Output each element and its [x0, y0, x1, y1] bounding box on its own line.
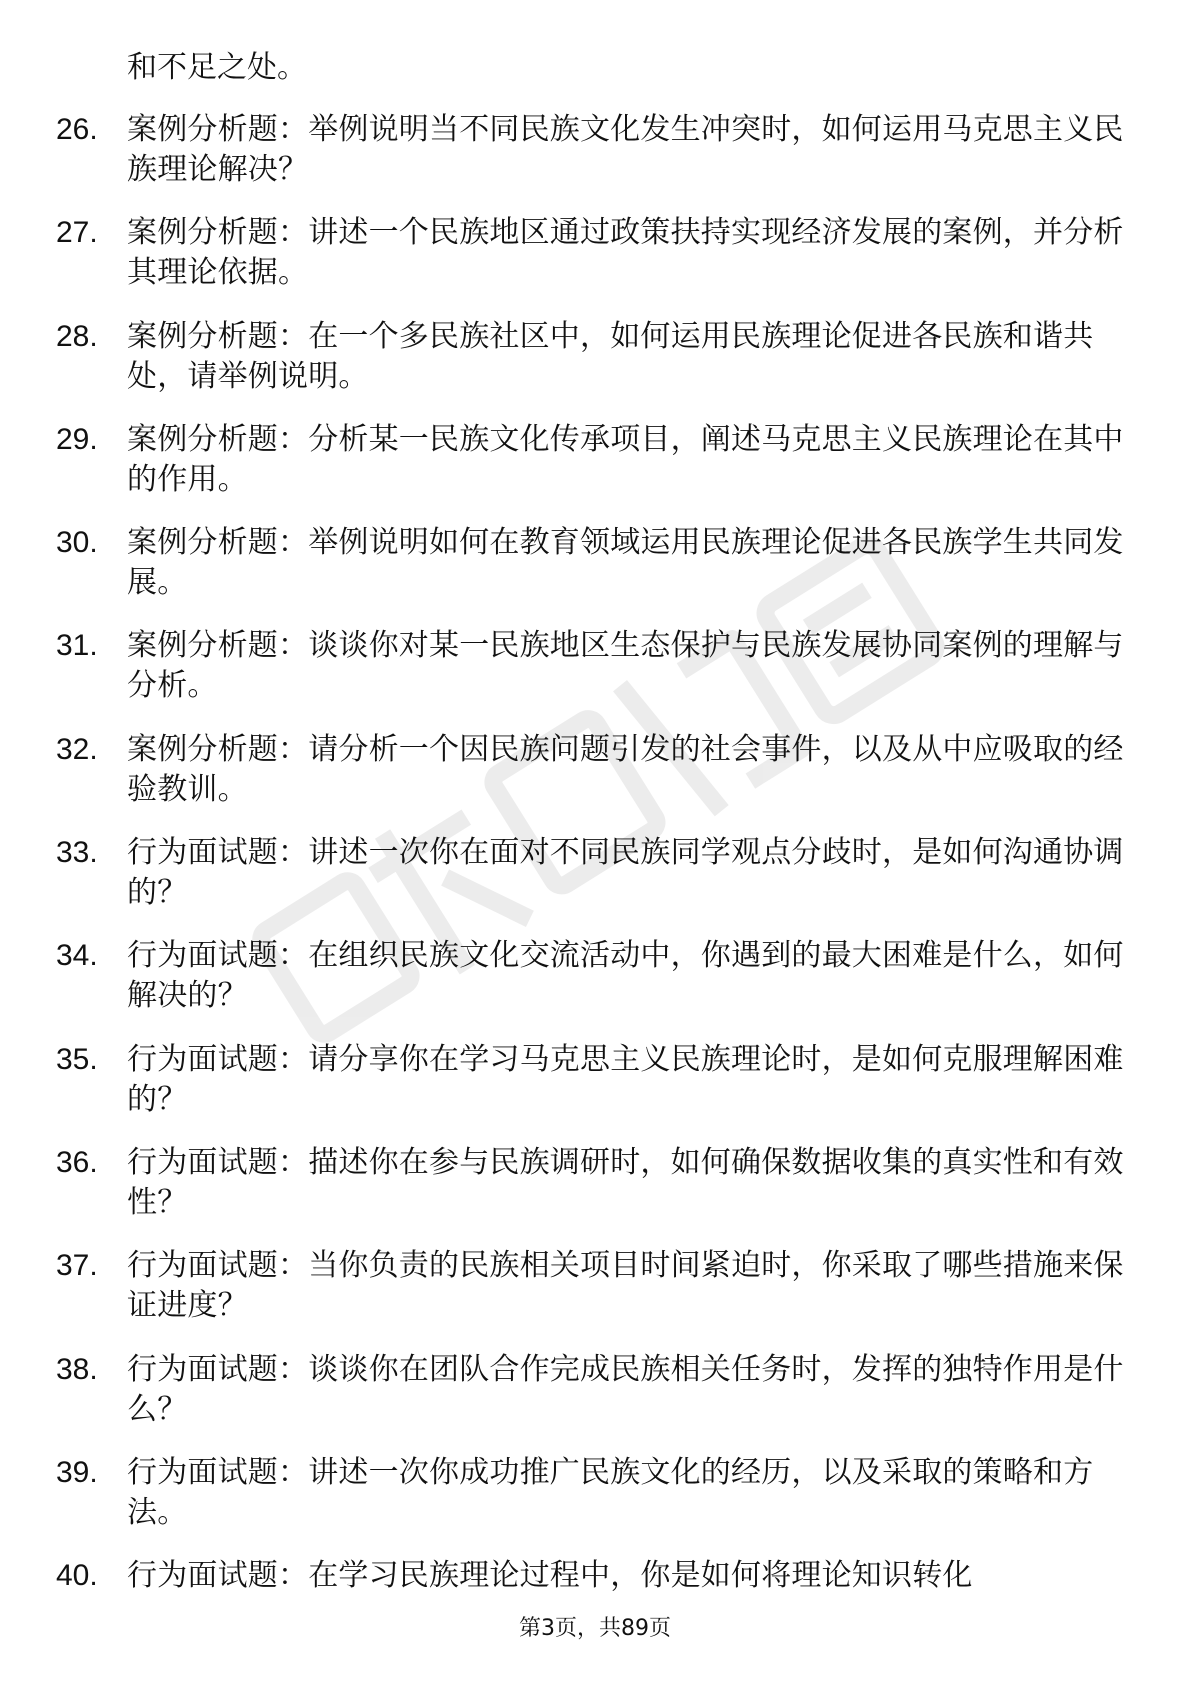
list-item: [56, 1556, 1136, 1596]
item-number: 35.: [56, 1042, 98, 1076]
list-item: [56, 213, 1136, 293]
list-item: [56, 936, 1136, 1016]
item-text: 行为面试题：讲述一次你在面对不同民族同学观点分歧时，是如何沟通协调的？: [127, 835, 1124, 911]
item-text: 行为面试题：谈谈你在团队合作完成民族相关任务时，发挥的独特作用是什么？: [127, 1351, 1124, 1427]
item-number: 26.: [56, 113, 98, 146]
item-text: 行为面试题：当你负责的民族相关项目时间紧迫时，你采取了哪些措施来保证进度？: [127, 1248, 1124, 1324]
item-number: 27.: [56, 216, 98, 250]
item-text: 案例分析题：讲述一个民族地区通过政策扶持实现经济发展的案例，并分析其理论依据。: [127, 215, 1124, 291]
item-number: 39.: [56, 1455, 98, 1489]
list-item: [56, 1350, 1136, 1430]
item-number: 33.: [56, 836, 98, 870]
item-text: 案例分析题：分析某一民族文化传承项目，阐述马克思主义民族理论在其中的作用。: [127, 421, 1124, 497]
list-item: [56, 110, 1136, 190]
list-item: [56, 1040, 1136, 1120]
item-text: 案例分析题：谈谈你对某一民族地区生态保护与民族发展协同案例的理解与分析。: [127, 628, 1124, 704]
list-item: [56, 1453, 1136, 1533]
item-number: 31.: [56, 629, 98, 663]
list-item: [56, 626, 1136, 706]
list-item: [56, 833, 1136, 913]
item-number: 40.: [56, 1559, 98, 1593]
list-item: [56, 420, 1136, 500]
page-footer: 第3页，共89页: [519, 1616, 671, 1641]
item-text: 行为面试题：讲述一次你成功推广民族文化的经历，以及采取的策略和方法。: [127, 1454, 1094, 1530]
item-text: 行为面试题：描述你在参与民族调研时，如何确保数据收集的真实性和有效性？: [127, 1144, 1124, 1220]
item-number: 29.: [56, 422, 98, 456]
item-text: 案例分析题：在一个多民族社区中，如何运用民族理论促进各民族和谐共处，请举例说明。: [127, 318, 1094, 394]
list-item: [56, 523, 1136, 603]
continuation-text: 和不足之处。: [127, 50, 307, 85]
list-item: [56, 730, 1136, 810]
item-number: 38.: [56, 1352, 98, 1386]
item-number: 32.: [56, 732, 98, 766]
item-number: 28.: [56, 319, 98, 353]
item-number: 37.: [56, 1249, 98, 1283]
item-text: 案例分析题：请分析一个因民族问题引发的社会事件，以及从中应吸取的经验教训。: [127, 731, 1124, 807]
item-text: 行为面试题：在组织民族文化交流活动中，你遇到的最大困难是什么，如何解决的？: [127, 938, 1124, 1014]
list-item: [56, 317, 1136, 397]
list-item: [56, 1246, 1136, 1326]
item-text: 行为面试题：在学习民族理论过程中，你是如何将理论知识转化: [127, 1558, 973, 1594]
question-list: [56, 110, 1136, 1619]
list-item: [56, 1143, 1136, 1223]
item-number: 36.: [56, 1145, 98, 1179]
item-number: 34.: [56, 939, 98, 973]
item-text: 行为面试题：请分享你在学习马克思主义民族理论时，是如何克服理解困难的？: [127, 1041, 1124, 1117]
item-text: 案例分析题：举例说明当不同民族文化发生冲突时，如何运用马克思主义民族理论解决？: [127, 112, 1124, 187]
item-number: 30.: [56, 526, 98, 560]
item-text: 案例分析题：举例说明如何在教育领域运用民族理论促进各民族学生共同发展。: [127, 525, 1124, 601]
